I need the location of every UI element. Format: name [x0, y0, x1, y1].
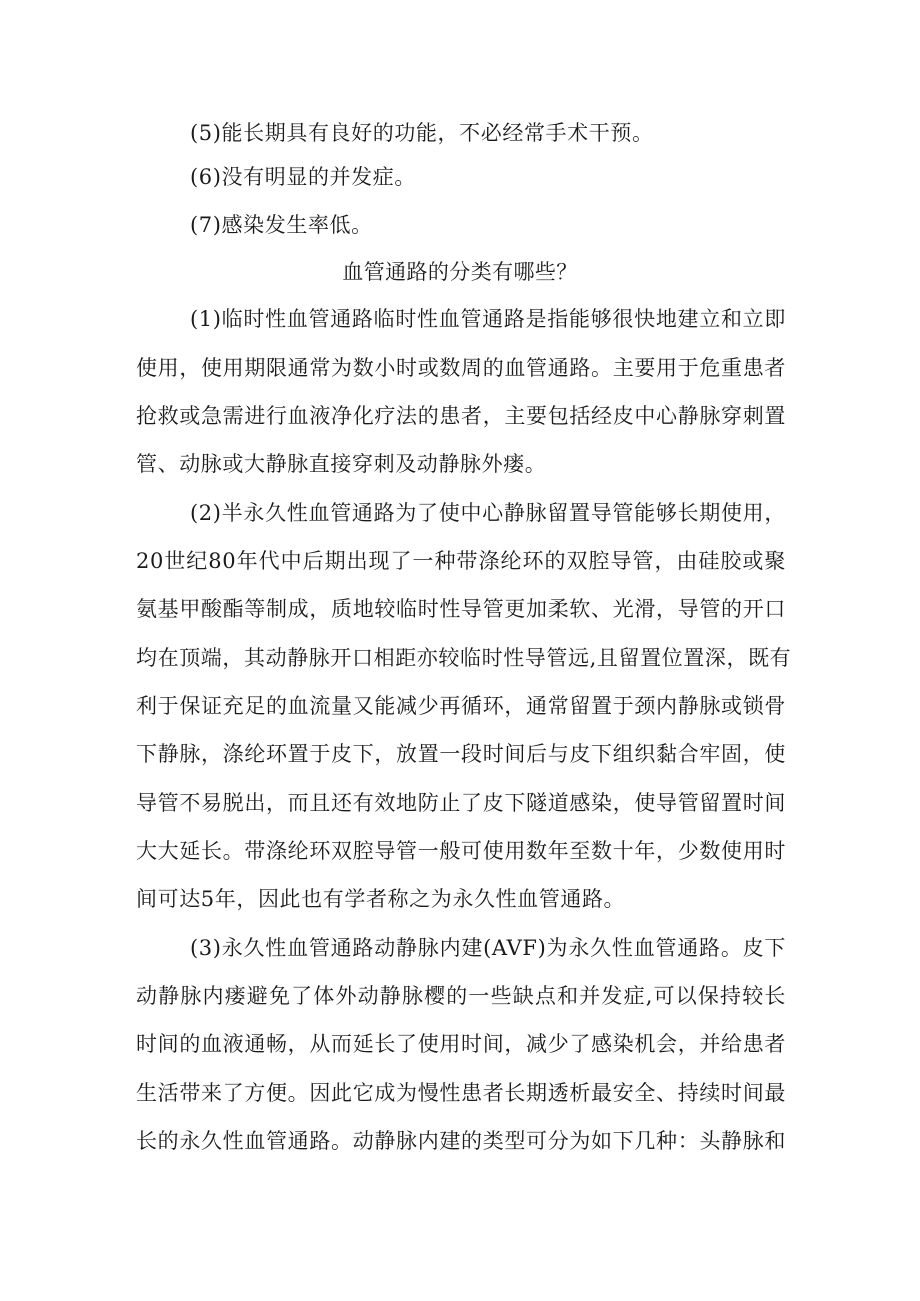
paragraph-line: 使用，使用期限通常为数小时或数周的血管通路。主要用于危重患者 — [136, 356, 786, 380]
paragraph-line: 大大延长。带涤纶环双腔导管一般可使用数年至数十年，少数使用时 — [136, 839, 786, 863]
paragraph-line: 长的永久性血管通路。动静脉内建的类型可分为如下几种：头静脉和 — [136, 1129, 786, 1153]
paragraph-line: (1)临时性血管通路临时性血管通路是指能够很快地建立和立即 — [190, 307, 786, 331]
paragraph-line: (3)永久性血管通路动静脉内建(AVF)为永久性血管通路。皮下 — [190, 936, 786, 960]
paragraph-line: 下静脉，涤纶环置于皮下，放置一段时间后与皮下组织黏合牢固，使 — [136, 742, 786, 766]
paragraph-line: 导管不易脱出，而且还有效地防止了皮下隧道感染，使导管留置时间 — [136, 791, 786, 815]
list-item: (5)能长期具有良好的功能，不必经常手术干预。 — [190, 121, 654, 145]
paragraph-line: 20世纪80年代中后期出现了一种带涤纶环的双腔导管，由硅胶或聚 — [136, 549, 786, 573]
paragraph-line: 氨基甲酸酯等制成，质地较临时性导管更加柔软、光滑，导管的开口 — [136, 597, 786, 621]
paragraph-line: 管、动脉或大静脉直接穿刺及动静脉外瘘。 — [136, 452, 547, 476]
paragraph-line: (2)半永久性血管通路为了使中心静脉留置导管能够长期使用， — [190, 501, 786, 525]
paragraph-line: 利于保证充足的血流量又能减少再循环，通常留置于颈内静脉或锁骨 — [136, 694, 786, 718]
list-item: (7)感染发生率低。 — [190, 213, 373, 237]
paragraph-line: 动静脉内瘘避免了体外动静脉樱的一些缺点和并发症,可以保持较长 — [136, 984, 786, 1008]
section-title: 血管通路的分类有哪些？ — [342, 260, 578, 284]
paragraph-line: 抢救或急需进行血液净化疗法的患者，主要包括经皮中心静脉穿刺置 — [136, 404, 786, 428]
paragraph-line: 均在顶端，其动静脉开口相距亦较临时性导管远,且留置位置深，既有 — [136, 646, 792, 670]
paragraph-line: 生活带来了方便。因此它成为慢性患者长期透析最安全、持续时间最 — [136, 1081, 786, 1105]
paragraph-line: 时间的血液通畅，从而延长了使用时间，减少了感染机会，并给患者 — [136, 1032, 786, 1056]
paragraph-line: 间可达5年，因此也有学者称之为永久性血管通路。 — [136, 887, 626, 911]
list-item: (6)没有明显的并发症。 — [190, 165, 416, 189]
